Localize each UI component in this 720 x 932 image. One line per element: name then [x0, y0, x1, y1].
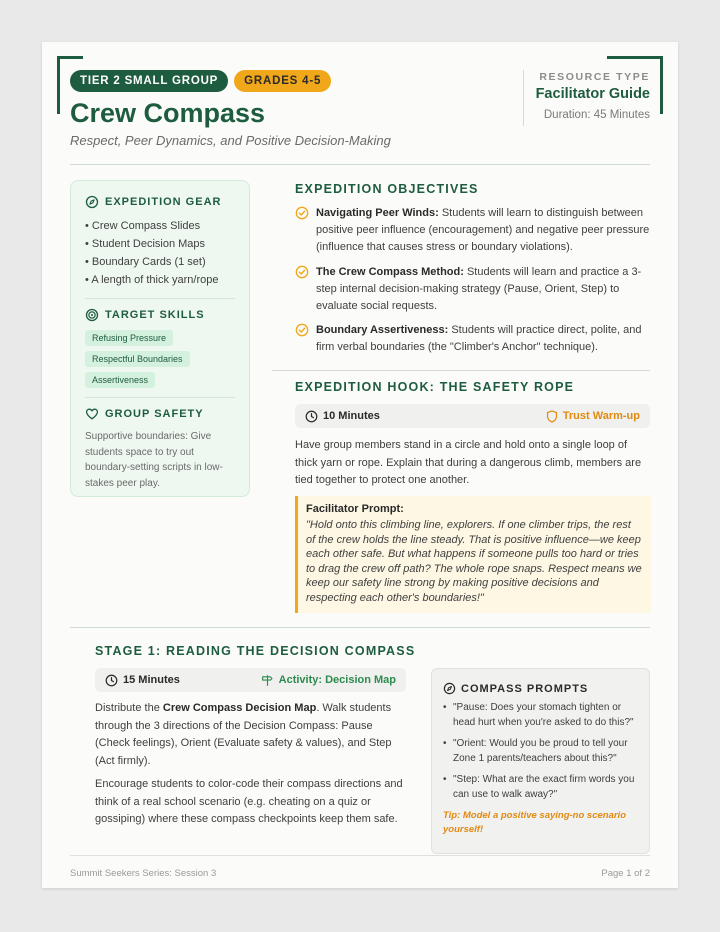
safety-text: Supportive boundaries: Give students space to try out boundary-setting scripts in low-stakes peer play.	[85, 431, 223, 489]
footer-series: Summit Seekers Series: Session 3	[70, 868, 217, 879]
skills-heading	[85, 308, 235, 322]
target-icon	[85, 308, 99, 322]
skills-list	[85, 330, 235, 388]
check-circle-icon	[295, 206, 309, 220]
list-item: • A length of thick yarn/rope	[85, 271, 235, 289]
resource-divider	[523, 70, 524, 126]
safety-heading	[85, 407, 235, 421]
grades-badge: GRADES 4-5	[234, 70, 331, 92]
signpost-icon	[261, 674, 274, 687]
shield-icon	[546, 410, 558, 423]
gear-list	[85, 217, 235, 289]
section-divider	[272, 370, 650, 371]
prompt-text: "Hold onto this climbing line, explorers. If one climber trips, the rest of the crew holds the line steady. That is positive influence—we keep each other safe. But what happens if someone pulls too hard or tries to drag the crew off path? The whole rope snaps. Respect means we keep our safety line strong by making positive decisions and respecting each other's boundaries!"	[306, 519, 642, 604]
skill-tag: Respectful Boundaries	[85, 351, 190, 367]
compass-prompts-heading	[443, 682, 638, 695]
sidebar-divider	[85, 298, 235, 299]
stage1-tag: Activity: Decision Map	[278, 674, 396, 686]
resource-type-value: Facilitator Guide	[535, 86, 650, 102]
text-run: . Walk students through the 3 directions of the Decision Compass: Pause (Check feelings), Orient (Evaluate safety & values), and Step (Act firmly).	[95, 702, 392, 767]
decision-map-name: Crew Compass Decision Map	[162, 702, 317, 714]
list-item: • "Orient: Would you be proud to tell your Zone 1 parents/teachers about this?"	[443, 737, 638, 766]
corner-bracket-right	[607, 56, 663, 114]
sidebar-panel	[70, 180, 250, 497]
gear-heading	[85, 195, 235, 209]
objective-label: Boundary Assertiveness:	[316, 324, 449, 336]
objective-item	[295, 264, 651, 315]
footer-divider	[70, 855, 650, 856]
hook-tag: Trust Warm-up	[562, 410, 640, 422]
objectives-title: EXPEDITION OBJECTIVES	[295, 182, 479, 196]
hook-body: Have group members stand in a circle and hold onto a single loop of thick yarn or rope. Explain that during a dangerous climb, members are tied together to protect one another.	[295, 439, 642, 486]
list-item: • "Pause: Does your stomach tighten or head hurt when you're asked to do this?"	[443, 701, 638, 730]
stage1-meta-bar	[95, 668, 406, 692]
page-title: Crew Compass	[70, 98, 266, 128]
text-run: Distribute the	[95, 702, 163, 714]
list-item: • Boundary Cards (1 set)	[85, 253, 235, 271]
clock-icon	[305, 410, 318, 423]
header-divider	[70, 164, 650, 165]
resource-type-label: RESOURCE TYPE	[539, 71, 650, 83]
safety-title: GROUP SAFETY	[105, 408, 204, 420]
skill-tag: Refusing Pressure	[85, 330, 173, 346]
skill-tag: Assertiveness	[85, 372, 155, 388]
stage1-paragraph-1	[95, 700, 406, 770]
page-subtitle: Respect, Peer Dynamics, and Positive Decision-Making	[70, 133, 391, 148]
tier-badge: TIER 2 SMALL GROUP	[70, 70, 228, 92]
compass-prompts-panel	[431, 668, 650, 854]
compass-tip: Tip: Model a positive saying-no scenario yourself!	[443, 810, 627, 835]
compass-icon	[443, 682, 456, 695]
compass-icon	[85, 195, 99, 209]
list-item: • Crew Compass Slides	[85, 217, 235, 235]
stage-divider	[70, 627, 650, 628]
worksheet-page	[42, 42, 678, 888]
objective-item	[295, 322, 651, 356]
compass-prompts-title: COMPASS PROMPTS	[461, 682, 589, 695]
objective-label: Navigating Peer Winds:	[316, 207, 439, 219]
list-item: • Student Decision Maps	[85, 235, 235, 253]
hook-title: EXPEDITION HOOK: THE SAFETY ROPE	[295, 380, 575, 394]
stage1-title: STAGE 1: READING THE DECISION COMPASS	[95, 644, 416, 658]
gear-title: EXPEDITION GEAR	[105, 196, 222, 208]
stage1-paragraph-2: Encourage students to color-code their compass directions and think of a real school scenario (e.g. cheating on a quiz or gossiping) where these compass checkpoints keep them safe.	[95, 778, 403, 825]
objective-text: Students will practice direct, polite, and firm verbal boundaries (the "Climber's Anchor" technique).	[316, 324, 642, 353]
objective-text: Students will learn and practice a 3-step internal decision-making strategy (Pause, Orient, Step) to evaluate social requests.	[316, 266, 642, 312]
check-circle-icon	[295, 265, 309, 279]
badge-row	[70, 70, 331, 92]
objective-item	[295, 205, 651, 256]
hook-meta-bar	[295, 404, 650, 428]
session-duration: Duration: 45 Minutes	[543, 109, 650, 121]
clock-icon	[105, 674, 118, 687]
list-item: • "Step: What are the exact firm words you can use to walk away?"	[443, 773, 638, 802]
sidebar-divider	[85, 397, 235, 398]
footer-page-number: Page 1 of 2	[601, 868, 650, 879]
facilitator-prompt	[295, 496, 651, 613]
check-circle-icon	[295, 323, 309, 337]
hook-duration: 10 Minutes	[323, 410, 380, 422]
prompt-label: Facilitator Prompt:	[306, 503, 404, 515]
objective-text: Students will learn to distinguish between positive peer influence (encouragement) and negative peer pressure (influence that causes stress or boundary violations).	[316, 207, 650, 253]
compass-prompts-list	[443, 701, 638, 802]
heart-icon	[85, 407, 99, 421]
stage1-duration: 15 Minutes	[123, 674, 180, 686]
objective-label: The Crew Compass Method:	[316, 266, 464, 278]
skills-title: TARGET SKILLS	[105, 309, 205, 321]
